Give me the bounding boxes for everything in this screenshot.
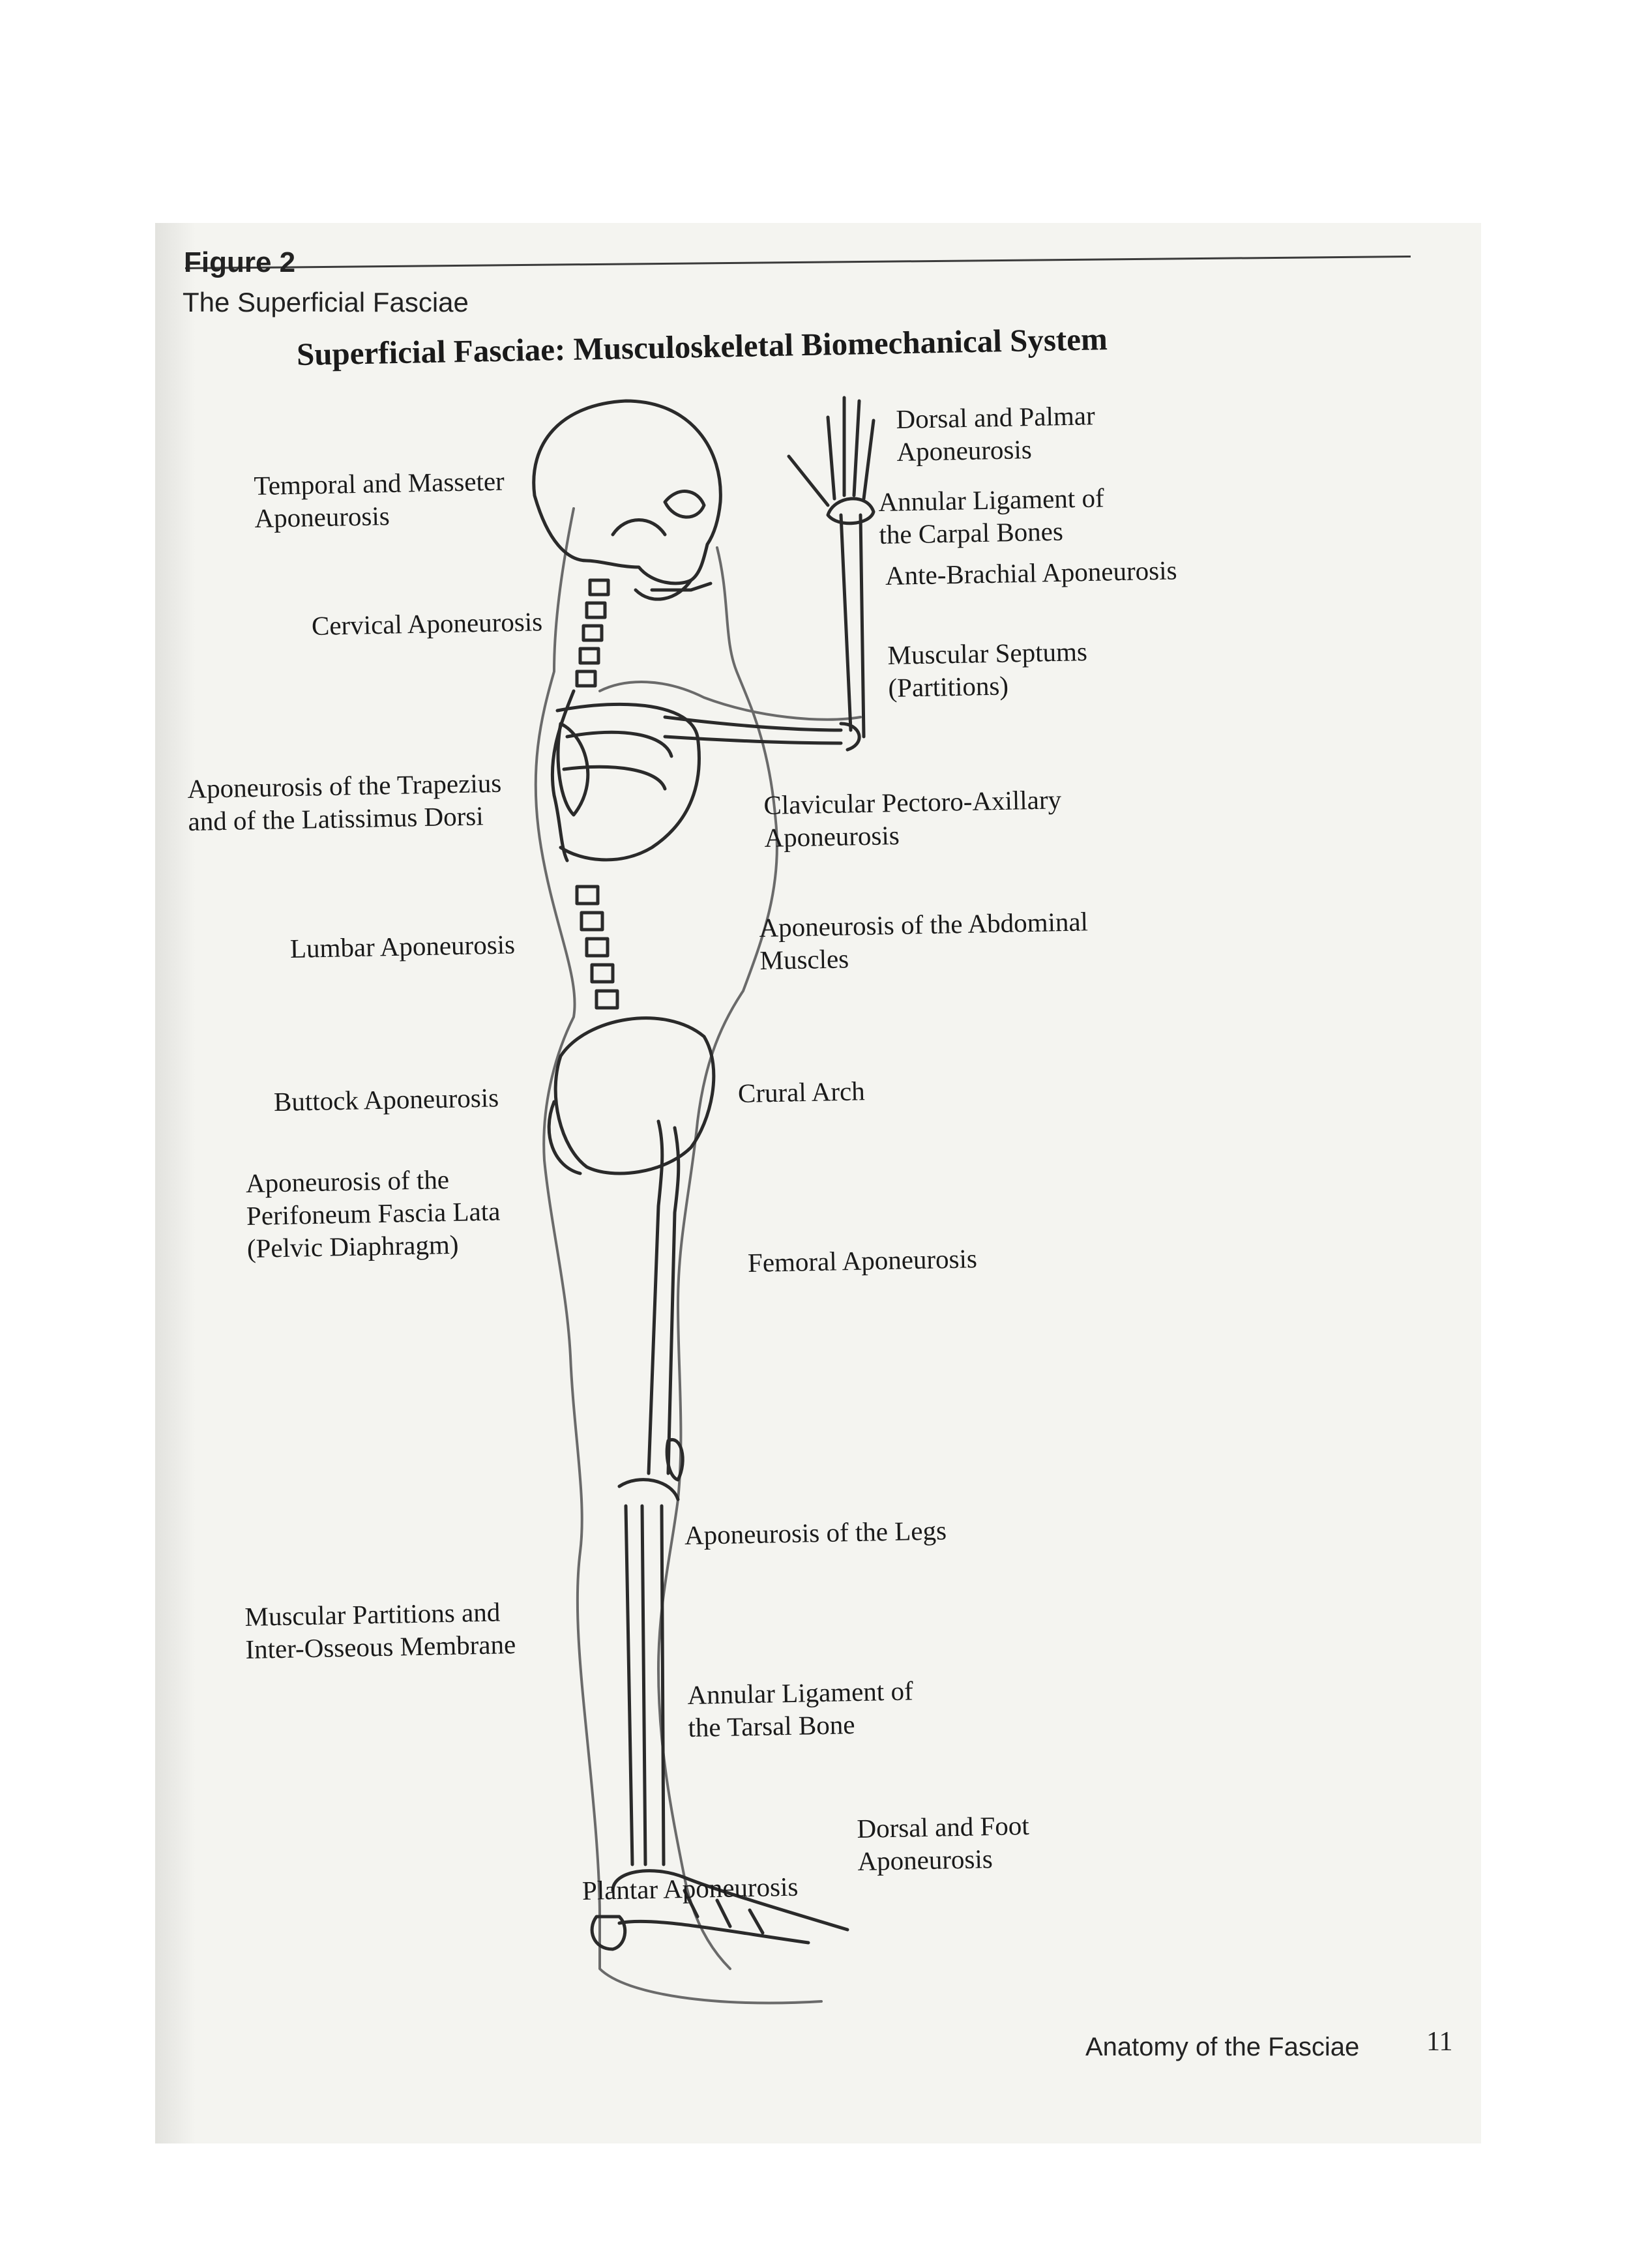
diagram-title: Superficial Fasciae: Musculoskeletal Biomechanical System — [296, 321, 1108, 372]
label-line: Plantar Aponeurosis — [581, 1871, 799, 1906]
label-perifoneum — [246, 1162, 501, 1265]
fingers — [789, 398, 874, 505]
label-trapezius — [187, 767, 503, 838]
forearm-radius — [841, 515, 851, 730]
label-line: Annular Ligament of — [878, 482, 1105, 518]
rib-cage — [557, 704, 699, 860]
skull-jaw — [613, 520, 691, 600]
label-line: Cervical Aponeurosis — [311, 606, 543, 641]
label-annular-carpal — [878, 481, 1105, 551]
label-line: the Tarsal Bone — [688, 1709, 855, 1743]
label-line: Temporal and Masseter — [254, 465, 505, 501]
label-muscular-septums — [887, 635, 1088, 704]
lumbar-vertebrae — [577, 887, 617, 1008]
label-line: Aponeurosis — [764, 820, 900, 853]
label-crural — [738, 1074, 866, 1110]
label-line: Buttock Aponeurosis — [273, 1082, 499, 1117]
label-muscular-partitions — [244, 1595, 516, 1666]
label-line: Aponeurosis — [896, 434, 1033, 467]
knee — [619, 1480, 678, 1499]
label-line: Aponeurosis of the — [245, 1164, 450, 1199]
label-line: Aponeurosis — [254, 501, 390, 533]
label-temporal-masseter — [254, 465, 505, 535]
label-cervical — [312, 605, 543, 642]
humerus — [665, 717, 841, 743]
label-abdominal — [759, 905, 1089, 977]
label-line: Lumbar Aponeurosis — [289, 929, 516, 964]
label-line: Inter-Osseous Membrane — [245, 1629, 516, 1664]
label-femoral — [748, 1242, 978, 1279]
tibia — [642, 1506, 664, 1864]
label-annular-tarsal — [687, 1674, 914, 1744]
label-line: Muscular Partitions and — [244, 1597, 501, 1632]
label-line: and of the Latissimus Dorsi — [188, 801, 484, 836]
page-number: 11 — [1426, 2027, 1453, 2057]
label-lumbar — [290, 928, 516, 965]
label-line: Aponeurosis — [857, 1844, 993, 1876]
label-line: Perifoneum Fascia Lata — [246, 1196, 501, 1231]
label-line: Dorsal and Palmar — [896, 400, 1096, 435]
figure-label: Figure 2 — [184, 246, 296, 278]
label-line: Clavicular Pectoro-Axillary — [763, 784, 1062, 821]
fibula — [626, 1506, 632, 1864]
label-clavicular — [763, 783, 1062, 854]
forearm-ulna — [861, 515, 864, 737]
label-line: Muscles — [759, 943, 849, 975]
shoulder-outline — [600, 682, 861, 720]
label-line: Dorsal and Foot — [857, 1810, 1030, 1844]
label-plantar — [582, 1870, 799, 1907]
femur — [649, 1121, 679, 1473]
label-line: Annular Ligament of — [687, 1675, 914, 1711]
label-line: Ante-Brachial Aponeurosis — [885, 555, 1177, 591]
eye-orbit — [665, 492, 704, 518]
pelvis — [555, 1018, 714, 1173]
label-line: the Carpal Bones — [879, 516, 1064, 550]
carpal-bones — [828, 499, 874, 523]
thoracic-spine — [552, 691, 574, 861]
label-line: Aponeurosis of the Abdominal — [759, 906, 1089, 943]
figure-caption: The Superficial Fasciae — [183, 287, 469, 317]
label-legs — [684, 1514, 947, 1552]
label-line: Aponeurosis of the Legs — [684, 1515, 947, 1550]
label-line: (Partitions) — [888, 670, 1009, 703]
label-ante-brachial — [885, 553, 1177, 592]
label-line: Femoral Aponeurosis — [747, 1243, 978, 1278]
label-dorsal-foot — [857, 1809, 1030, 1878]
label-dorsal-palmar — [896, 399, 1096, 468]
label-line: (Pelvic Diaphragm) — [246, 1229, 459, 1263]
running-footer-title: Anatomy of the Fasciae — [1085, 2033, 1360, 2061]
label-buttock — [274, 1081, 499, 1118]
cervical-vertebrae — [577, 580, 608, 686]
label-line: Muscular Septums — [887, 636, 1088, 671]
label-line: Crural Arch — [737, 1076, 866, 1108]
label-line: Aponeurosis of the Trapezius — [187, 767, 502, 804]
